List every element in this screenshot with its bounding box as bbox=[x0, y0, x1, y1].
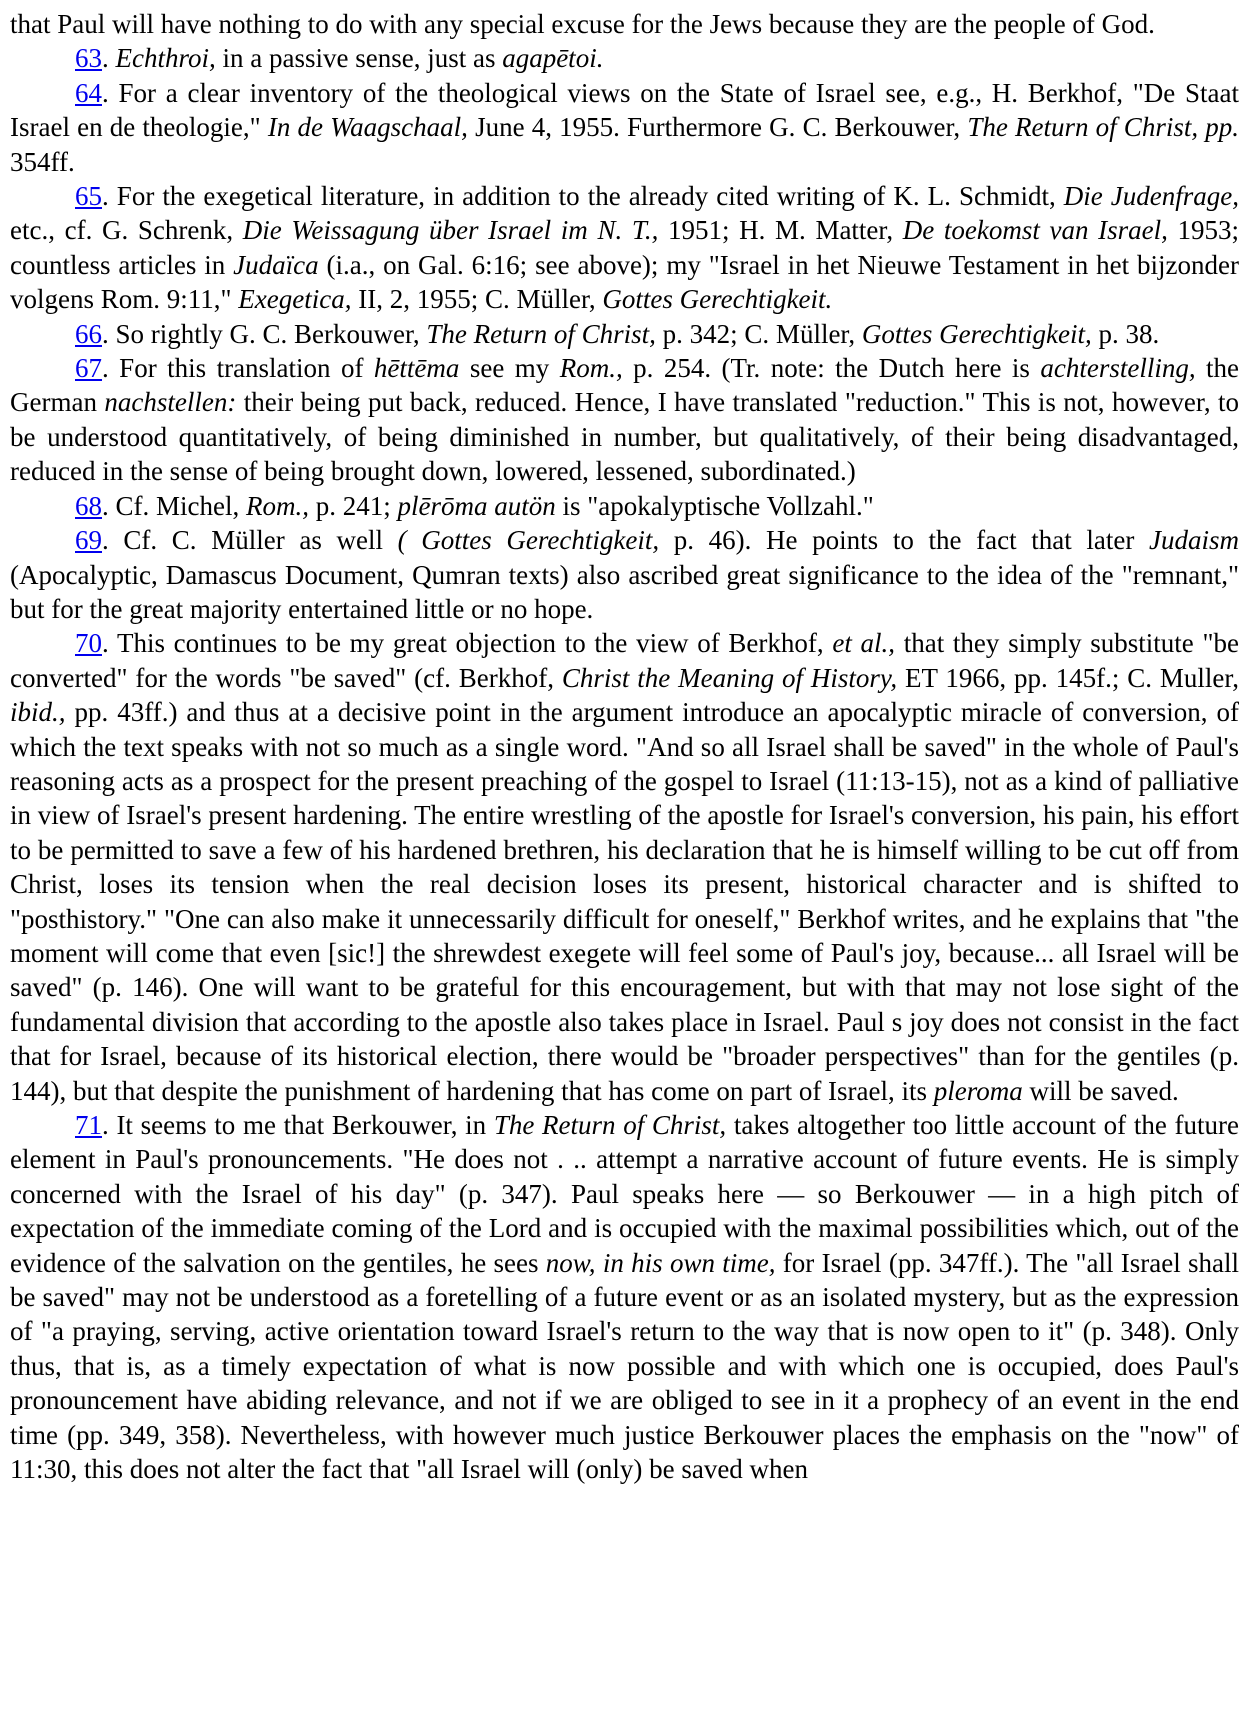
footnote-paragraph bbox=[10, 76, 1239, 179]
italic-text-run: nachstellen: bbox=[104, 387, 237, 418]
footnote-number-link[interactable]: 70 bbox=[75, 628, 102, 659]
text-run: . It seems to me that Berkouwer, in bbox=[102, 1110, 494, 1140]
italic-text-run: Rom., bbox=[245, 490, 309, 521]
italic-text-run: Echthroi, bbox=[115, 43, 216, 74]
text-run: . For the exegetical literature, in addition to the already cited writing of K. L. Schmidt, bbox=[102, 181, 1064, 212]
text-run: (Apocalyptic, Damascus Document, Qumran texts) also ascribed great significance to the idea of the "remnant," but for the great majority entertained little or no hope. bbox=[10, 559, 1239, 624]
italic-text-run: Exegetica, bbox=[238, 284, 352, 315]
text-run: . This continues to be my great objection to the view of Berkhof, bbox=[102, 628, 833, 659]
italic-text-run: Gottes Gerechtigkeit, bbox=[861, 318, 1092, 349]
text-run: p. 46). He points to the fact that later bbox=[659, 525, 1149, 556]
footnote-number-link[interactable]: 65 bbox=[75, 181, 102, 212]
footnote-number-link[interactable]: 64 bbox=[75, 77, 102, 108]
text-run: . Cf. C. Müller as well bbox=[102, 525, 398, 556]
text-run: 354ff. bbox=[10, 146, 75, 177]
footnote-number-link[interactable]: 63 bbox=[75, 43, 102, 74]
footnote-paragraph bbox=[10, 41, 1239, 75]
text-run: that Paul will have nothing to do with any special excuse for the Jews because they are the people of God. bbox=[10, 9, 1155, 39]
italic-text-run: pleroma bbox=[933, 1075, 1023, 1106]
italic-text-run: Gottes Gerechtigkeit. bbox=[602, 284, 833, 315]
text-run: ET 1966, pp. 145f.; C. Muller, bbox=[897, 662, 1240, 693]
italic-text-run: Christ the Meaning of History, bbox=[561, 662, 898, 693]
footnote-paragraph bbox=[10, 179, 1239, 317]
text-run: 1953; countless articles in bbox=[10, 215, 1240, 280]
footnote-paragraph bbox=[10, 626, 1239, 1108]
text-run: takes altogether too little account of the future element in Paul's pronouncements. "He does not . .. attempt a narrative account of future events. He is simply concerned with the Israel of his day" (p. 347). Paul speaks here — so Berkouwer — in a high pitch of expectation of the immediate coming of the Lord and is occupied with the maximal possibilities which, out of the evidence of the salvation on the gentiles, he sees bbox=[10, 1110, 1239, 1278]
italic-text-run: agapētoi. bbox=[502, 43, 604, 74]
italic-text-run: ( Gottes Gerechtigkeit, bbox=[397, 525, 660, 556]
footnote-paragraph bbox=[10, 1108, 1239, 1486]
italic-text-run: Die Weissagung über Israel im N. T., bbox=[242, 215, 659, 246]
text-run: . Cf. Michel, bbox=[102, 490, 246, 521]
text-run: in a passive sense, just as bbox=[215, 43, 503, 74]
footnote-number-link[interactable]: 66 bbox=[75, 318, 102, 349]
text-run: etc., cf. G. Schrenk, bbox=[10, 215, 243, 246]
text-run: their being put back, reduced. Hence, I have translated "reduction." This is not, however, to be understood quantitatively, of being diminished in number, but qualitatively, of their being disadvantaged, reduced in the sense of being brought down, lowered, lessened, subordinated.) bbox=[10, 387, 1239, 487]
text-run: p. 241; bbox=[308, 490, 398, 521]
text-run: II, 2, 1955; C. Müller, bbox=[351, 284, 603, 315]
italic-text-run: hēttēma bbox=[373, 353, 460, 384]
text-run: . For this translation of bbox=[102, 353, 374, 384]
italic-text-run: The Return of Christ, bbox=[493, 1110, 727, 1140]
italic-text-run: Die Judenfrage, bbox=[1063, 181, 1239, 212]
text-run: will be saved. bbox=[1022, 1075, 1179, 1106]
text-run: the German bbox=[10, 353, 1239, 418]
footnote-number-link[interactable]: 67 bbox=[75, 353, 102, 384]
text-run: pp. 43ff.) and thus at a decisive point in the argument introduce an apocalyptic miracle of conversion, of which the text speaks with not so much as a single word. "And so all Israel shall be saved" in the whole of Paul's reasoning acts as a prospect for the present preaching of the gospel to Israel (11:13-15), not as a kind of palliative in view of Israel's present hardening. The entire wrestling of the apostle for Israel's conversion, his pain, his effort to be permitted to save a few of his hardened brethren, his declaration that he is himself willing to be cut off from Christ, loses its tension when the real decision loses its present, historical character and is shifted to "posthistory." "One can also make it unnecessarily difficult for oneself," Berkhof writes, and he explains that "the moment will come that even [sic!] the shrewdest exegete will feel some of Paul's joy, because... all Israel will be saved" (p. 146). One will want to be grateful for this encouragement, but with that may not lose sight of the fundamental division that according to the apostle also takes place in Israel. Paul s joy does not consist in the fact that for Israel, because of its historical election, there would be "broader perspectives" than for the gentiles (p. 144), but that despite the punishment of hardening that has come on part of Israel, its bbox=[10, 697, 1239, 1106]
footnote-number-link[interactable]: 69 bbox=[75, 525, 102, 556]
italic-text-run: Judaïca bbox=[233, 249, 319, 280]
italic-text-run: plērōma autön bbox=[397, 490, 556, 521]
italic-text-run: Rom., bbox=[559, 353, 623, 384]
text-run: p. 254. (Tr. note: the Dutch here is bbox=[622, 353, 1041, 384]
text-run: . For a clear inventory of the theological views on the State of Israel see, e.g., H. Berkhof, "De Staat Israel en de theologie," bbox=[10, 77, 1239, 143]
body-paragraph bbox=[10, 7, 1239, 41]
text-run: p. 38. bbox=[1091, 318, 1160, 349]
italic-text-run: De toekomst van Israel, bbox=[902, 215, 1168, 246]
text-run: see my bbox=[459, 353, 560, 384]
text-run: for Israel (pp. 347ff.). The "all Israel shall be saved" may not be understood as a foretelling of a future event or as an isolated mystery, but as the expression of "a praying, serving, active orientation toward Israel's return to the way that is now open to it" (p. 348). Only thus, that is, as a timely expectation of what is now possible and with which one is occupied, does Paul's pronouncement have abiding relevance, and not if we are obliged to see in it a prophecy of an event in the end time (pp. 349, 358). Nevertheless, with however much justice Berkouwer places the emphasis on the "now" of 11:30, this does not alter the fact that "all Israel will (only) be saved when bbox=[10, 1247, 1240, 1485]
footnote-paragraph bbox=[10, 317, 1239, 351]
text-run: that they simply substitute "be converted" for the words "be saved" (cf. Berkhof, bbox=[10, 628, 1239, 693]
footnote-paragraph bbox=[10, 489, 1239, 523]
text-run: 1951; H. M. Matter, bbox=[658, 215, 903, 246]
italic-text-run: The Return of Christ, pp. bbox=[967, 112, 1240, 143]
text-run: . So rightly G. C. Berkouwer, bbox=[102, 318, 427, 349]
footnote-paragraph bbox=[10, 523, 1239, 626]
italic-text-run: achterstelling, bbox=[1040, 353, 1196, 384]
footnote-number-link[interactable]: 68 bbox=[75, 490, 102, 521]
italic-text-run: Judaism bbox=[1148, 525, 1239, 556]
italic-text-run: The Return of Christ, bbox=[426, 318, 656, 349]
text-run: June 4, 1955. Furthermore G. C. Berkouwer, bbox=[467, 112, 968, 143]
italic-text-run: now, in his own time, bbox=[545, 1247, 776, 1278]
text-run: . bbox=[102, 43, 116, 74]
footnote-number-link[interactable]: 71 bbox=[75, 1110, 102, 1140]
italic-text-run: et al., bbox=[832, 628, 896, 659]
italic-text-run: In de Waagschaal, bbox=[267, 112, 468, 143]
footnote-paragraph bbox=[10, 351, 1239, 489]
text-run: is "apokalyptische Vollzahl." bbox=[555, 490, 874, 521]
italic-text-run: ibid., bbox=[10, 697, 66, 728]
text-run: p. 342; C. Müller, bbox=[655, 318, 862, 349]
text-run: (i.a., on Gal. 6:16; see above); my "Israel in het Nieuwe Testament in het bijzonder volgens Rom. 9:11," bbox=[10, 249, 1239, 315]
